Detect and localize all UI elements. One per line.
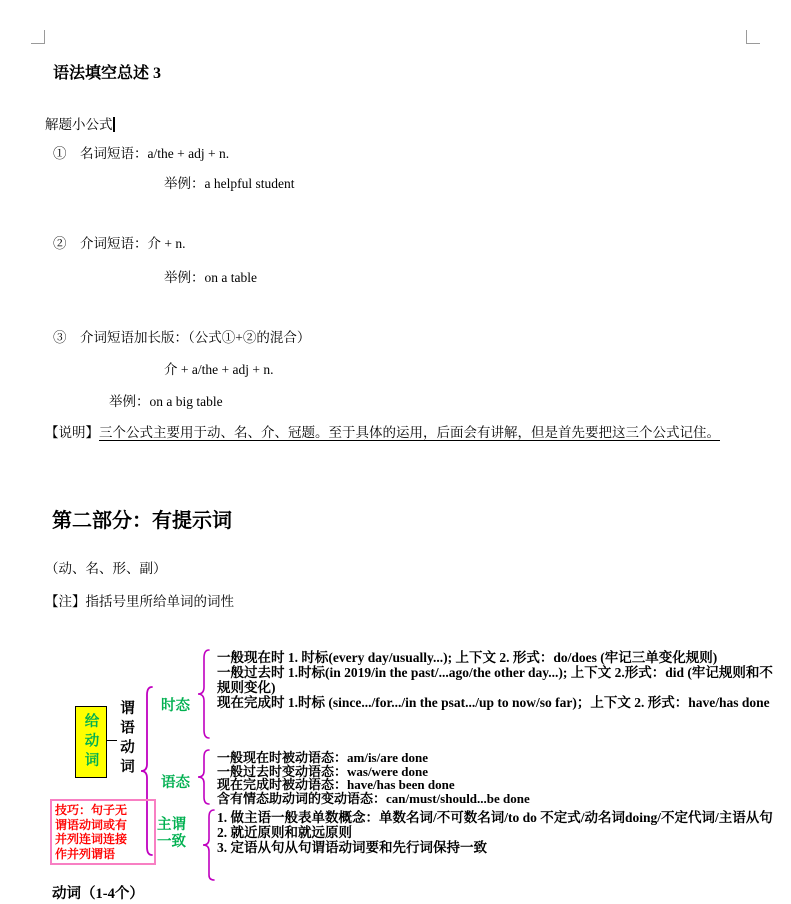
tense-item: 现在完成时 1.时标 (since.../for.../in the psat.../up to now/so far)；上下文 2. 形式：have/has done [217,695,770,710]
formula-1-line: ① 名词短语：a/the + adj + n. [53,146,230,161]
margin-crop-mark-left-icon [31,30,45,44]
page-title: 语法填空总述 3 [53,65,162,82]
agreement-item: 2. 就近原则和就远原则 [217,825,352,840]
note-paragraph [45,425,747,441]
branch-tense-items [217,650,783,710]
tense-item: 一般现在时 1. 时标(every day/usually...); 上下文 2. 形式：do/does (牢记三单变化规则) [217,650,718,665]
agreement-item: 3. 定语从句从句谓语动词要和先行词保持一致 [217,840,487,855]
formula-2-line: ② 介词短语：介 + n. [53,236,186,251]
tense-item: 一般过去时 1.时标(in 2019/in the past/...ago/the other day...); 上下文 2.形式：did (牢记规则和不规则变化) [217,665,773,695]
note-prefix: 【说明】 [45,425,99,440]
agreement-item: 1. 做主语一般表单数概念：单数名词/不可数名词/to do 不定式/动名词doing/不定代词/主语从句 [217,810,773,825]
text-cursor-icon [113,117,115,132]
section2-subtitle: （动、名、形、副） [45,561,167,576]
curly-brace-agreement-icon [201,809,215,881]
formula-3-line: ③ 介词短语加长版：（公式①+②的混合） [53,330,311,345]
formula-1-example: 举例：a helpful student [164,176,295,191]
section2-heading: 第二部分：有提示词 [52,510,232,532]
section2-note: 【注】指括号里所给单词的词性 [45,594,234,609]
branch-voice-items [217,751,783,805]
note-text: 三个公式主要用于动、名、介、冠题。至于具体的运用，后面会有讲解，但是首先要把这三个公式记住。 [99,425,720,440]
diagram-root-node [75,706,107,778]
tip-line: 谓语动词或有 [55,817,128,832]
branch-agreement-items [217,810,783,855]
voice-item: 一般现在时被动语态：am/is/are done [217,750,429,765]
intro-line: 解题小公式 [45,117,113,132]
voice-item: 现在完成时被动语态：have/has been done [217,777,455,792]
branch-label-agreement: 主谓一致 [157,817,186,850]
tip-line: 并列连词连接 [55,832,128,846]
branch-label-tense: 时态 [161,698,190,714]
tip-line: 作并列谓语 [55,846,116,861]
footer-line: 动词（1-4个） [52,886,144,902]
curly-brace-tense-icon [196,649,210,739]
formula-3-example: 举例：on a big table [109,394,223,409]
curly-brace-voice-icon [196,749,210,805]
diagram-root-label: 给动词 [82,712,99,772]
voice-item: 一般过去时变动语态：was/were done [217,763,429,779]
formula-3-line2: 介 + a/the + adj + n. [164,362,274,377]
formula-2-example: 举例：on a table [164,270,257,285]
diagram-node-predicate-verb: 谓语动词 [118,700,134,778]
tip-line: 技巧：句子无 [55,803,128,817]
tip-box [50,799,156,865]
branch-label-voice: 语态 [161,775,190,791]
voice-item: 含有情态助动词的变动语态：can/must/should...be done [217,790,530,806]
margin-crop-mark-right-icon [746,30,760,44]
